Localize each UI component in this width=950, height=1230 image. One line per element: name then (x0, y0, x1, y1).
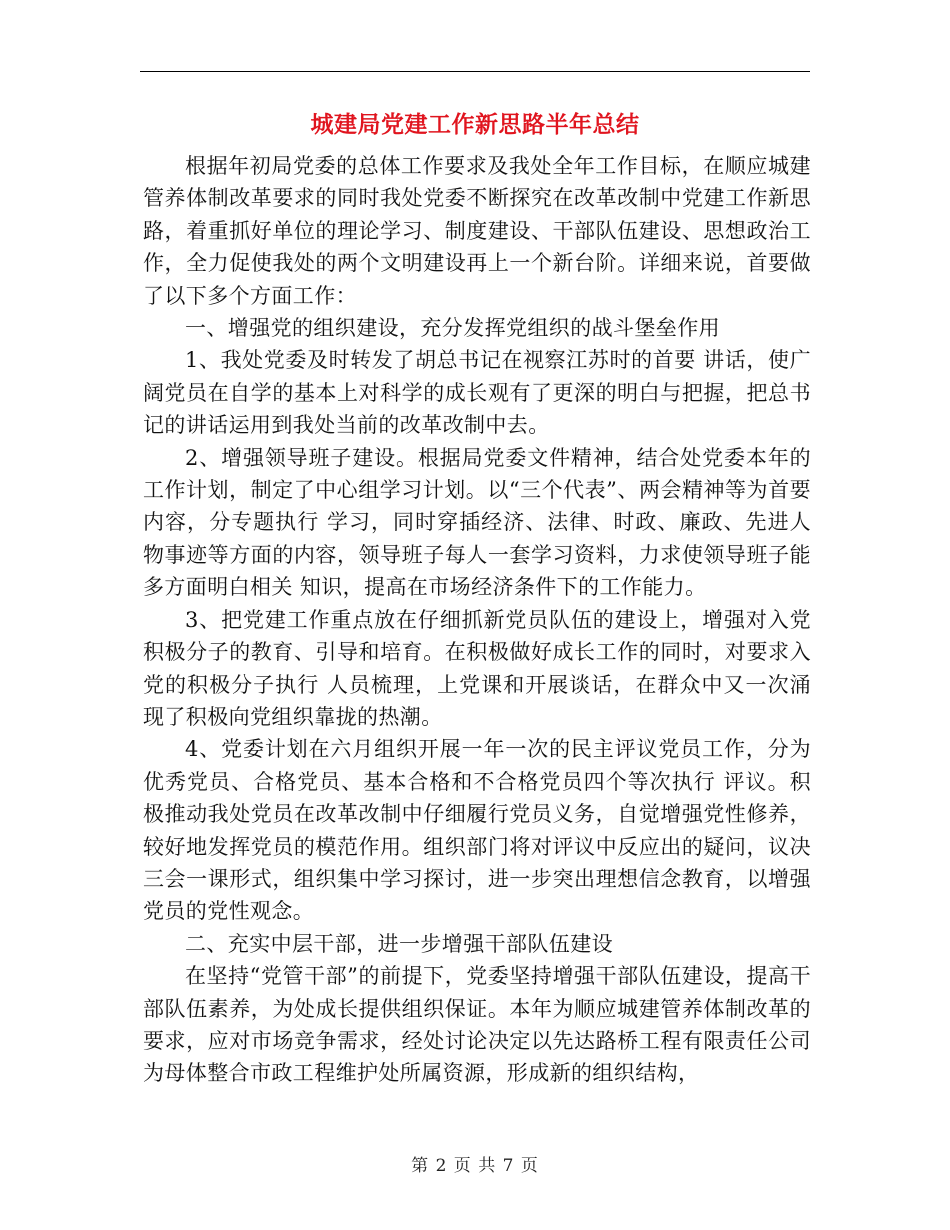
section-2-paragraph: 在坚持“党管干部”的前提下，党委坚持增强干部队伍建设，提高干部队伍素养，为处成长提供组织保证。本年为顺应城建管养体制改革的要求，应对市场竞争需求，经处讨论决定以先达路桥工程有限责任公司为母体整合市政工程维护处所属资源，形成新的组织结构， (143, 964, 811, 1086)
paragraph-item-1: 1、我处党委及时转发了胡总书记在视察江苏时的首要 讲话，使广阔党员在自学的基本上对科学的成长观有了更深的明白与把握，把总书记的讲话运用到我处当前的改革改制中去。 (143, 348, 811, 438)
page-number: 第 2 页 共 7 页 (411, 1156, 539, 1176)
section-heading-2: 二、充实中层干部，进一步增强干部队伍建设 (185, 931, 613, 956)
section-heading-1: 一、增强党的组织建设，充分发挥党组织的战斗堡垒作用 (185, 316, 720, 341)
document-title: 城建局党建工作新思路半年总结 (310, 111, 640, 138)
document-body (143, 150, 811, 1090)
paragraph-item-3: 3、把党建工作重点放在仔细抓新党员队伍的建设上，增强对入党积极分子的教育、引导和培育。在积极做好成长工作的同时，对要求入党的积极分子执行 人员梳理，上党课和开展谈话，在群众中又一次涌现了积极向党组织靠拢的热潮。 (143, 607, 811, 729)
paragraph-item-2: 2、增强领导班子建设。根据局党委文件精神，结合处党委本年的工作计划，制定了中心组学习计划。以“三个代表”、两会精神等为首要内容，分专题执行 学习，同时穿插经济、法律、时政、廉政、先进人物事迹等方面的内容，领导班子每人一套学习资料，力求使领导班子能多方面明白相关 知识，提高在市场经济条件下的工作能力。 (143, 445, 811, 600)
intro-paragraph: 根据年初局党委的总体工作要求及我处全年工作目标，在顺应城建管养体制改革要求的同时我处党委不断探究在改革改制中党建工作新思路，着重抓好单位的理论学习、制度建设、干部队伍建设、思想政治工作，全力促使我处的两个文明建设再上一个新台阶。详细来说，首要做了以下多个方面工作： (143, 154, 811, 308)
paragraph-item-4: 4、党委计划在六月组织开展一年一次的民主评议党员工作，分为优秀党员、合格党员、基本合格和不合格党员四个等次执行 评议。积极推动我处党员在改革改制中仔细履行党员义务，自觉增强党性修养，较好地发挥党员的模范作用。组织部门将对评议中反应出的疑问，议决三会一课形式，组织集中学习探讨，进一步突出理想信念教育，以增强党员的党性观念。 (143, 737, 811, 924)
header-rule (140, 71, 810, 72)
